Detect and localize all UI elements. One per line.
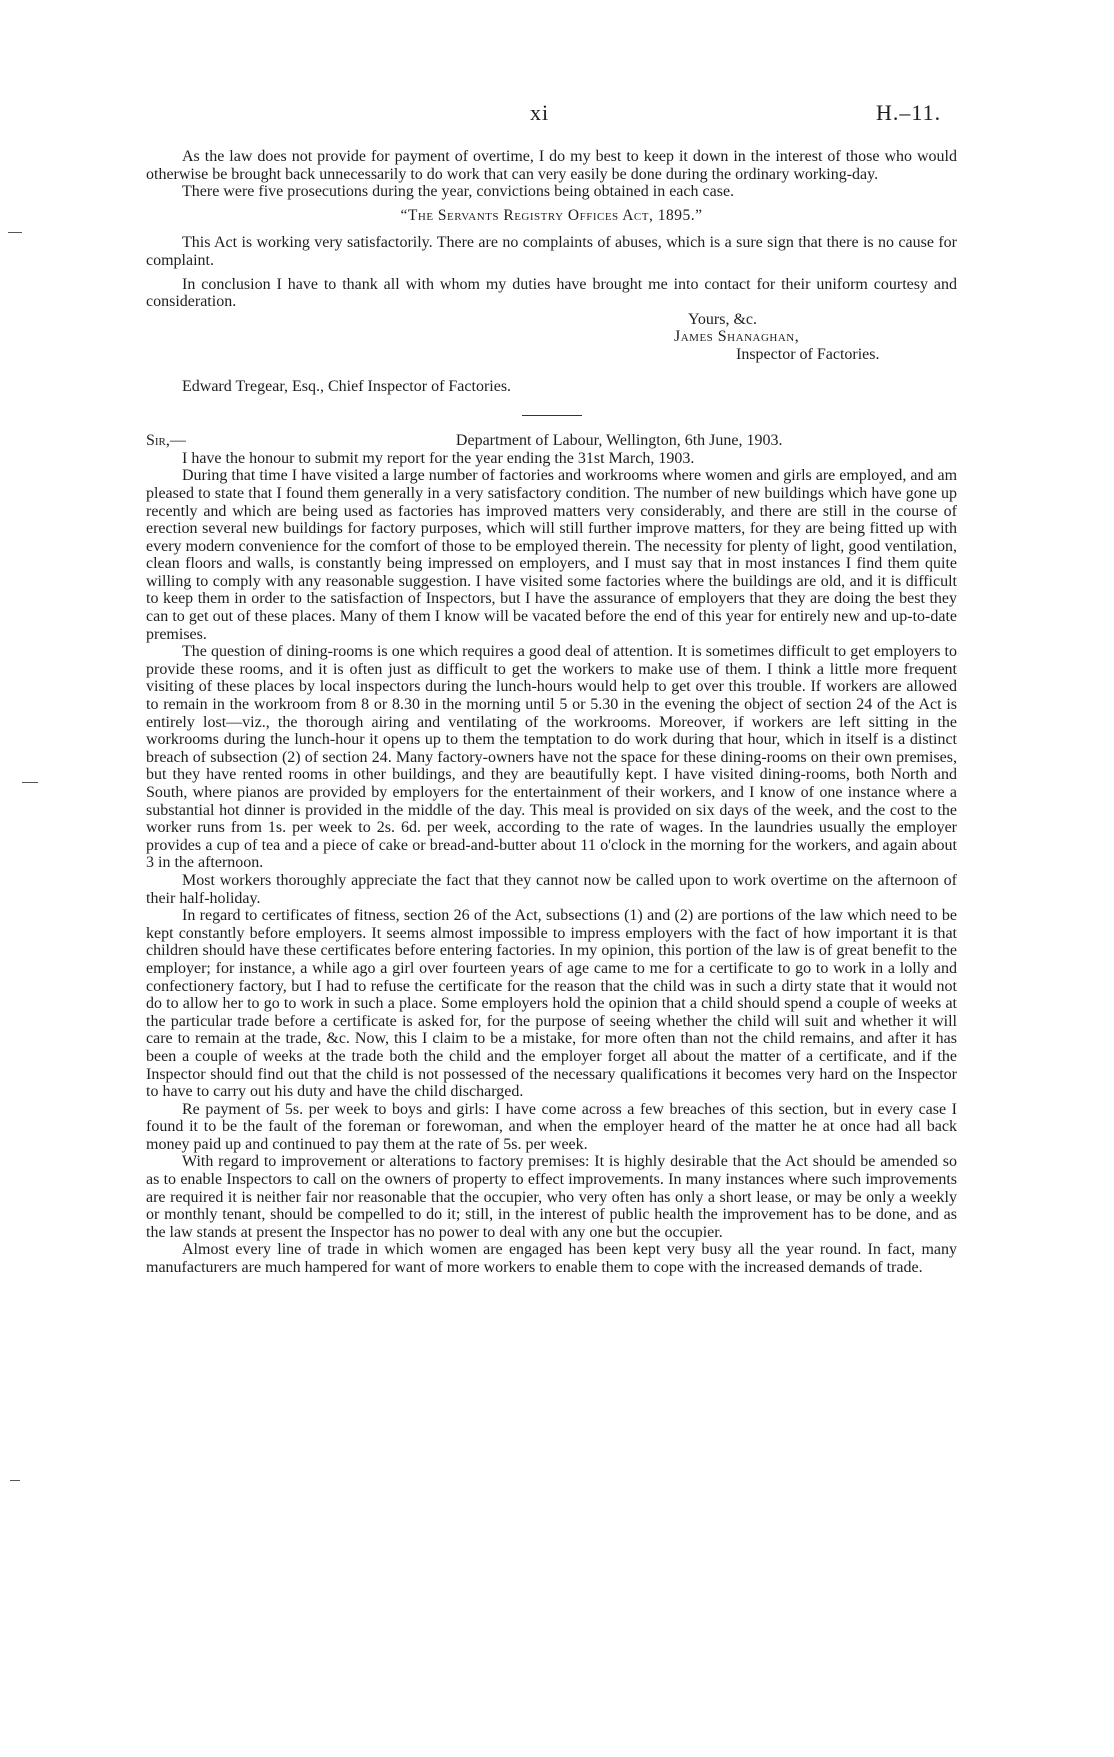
- act-heading-text: “The Servants Registry Offices Act, 1895.”: [400, 206, 703, 224]
- act-heading: [146, 207, 957, 225]
- section-divider: [522, 415, 582, 416]
- signature-title: Inspector of Factories.: [736, 345, 880, 363]
- paragraph: Most workers thoroughly appreciate the fact that they cannot now be called upon to work overtime on the afternoon of their half-holiday.: [146, 871, 957, 907]
- paragraph-act-working: This Act is working very satisfactorily. There are no complaints of abuses, which is a sure sign that there is no cause for complaint.: [146, 234, 957, 269]
- paragraph-conclusion: In conclusion I have to thank all with whom my duties have brought me into contact for their uniform courtesy and consideration.: [146, 275, 957, 311]
- paragraph: Re payment of 5s. per week to boys and girls: I have come across a few breaches of this section, but in every case I found it to be the fault of the foreman or forewoman, and when the employer heard of the matter he at once had all back money paid up and continued to pay them at the rate of 5s. per week.: [146, 1100, 957, 1153]
- dateline: Department of Labour, Wellington, 6th June, 1903.: [455, 432, 783, 450]
- margin-mark: [22, 782, 38, 783]
- paragraph: With regard to improvement or alterations to factory premises: It is highly desirable that the Act should be amended so as to enable Inspectors to call on the owners of property to effect improvements. In many instances where such improvements are required it is neither fair nor reasonable that the occupier, who very often has only a short lease, or may be only a weekly or monthly tenant, should be compelled to do it; still, in the interest of public health the improvement has to be done, and as the law stands at present the Inspector has no power to deal with any one but the occupier.: [146, 1153, 957, 1241]
- paragraph: The question of dining-rooms is one which requires a good deal of attention. It is sometimes difficult to get employers to provide these rooms, and it is often just as difficult to get the workers to make use of them. I think a little more frequent visiting of these places by local inspectors during the lunch-hours would help to get over this trouble. If workers are allowed to remain in the workroom from 8 or 8.30 in the morning until 5 or 5.30 in the evening the object of section 24 of the Act is entirely lost—viz., the thorough airing and ventilating of the workrooms. Moreover, if workers are left sitting in the workrooms during the lunch-hour it opens up to them the temptation to do work during that hour, which in itself is a distinct breach of subsection (2) of section 24. Many factory-owners have not the space for these dining-rooms on their own premises, but they have rented rooms in other buildings, and they are beautifully kept. I have visited dining-rooms, both North and South, where pianos are provided by employers for the entertainment of their workers, and I know of one instance where a substantial hot dinner is provided in the middle of the day. This meal is provided on six days of the week, and the cost to the worker runs from 1s. per week to 2s. 6d. per week, according to the rate of wages. In the laundries usually the employer provides a cup of tea and a piece of cake or bread-and-butter about 11 o'clock in the morning for the workers, and again about 3 in the afternoon.: [146, 643, 957, 872]
- document-code: H.–11.: [876, 100, 942, 125]
- paragraph-prosecutions: There were five prosecutions during the year, convictions being obtained in each case.: [182, 183, 735, 201]
- page-number: xi: [530, 100, 550, 125]
- salutation-line: [146, 432, 957, 450]
- salutation: Sir,—: [146, 432, 186, 450]
- paragraph-overtime: As the law does not provide for payment of overtime, I do my best to keep it down in the interest of those who would otherwise be brought back unnecessarily to do work that can very easily be done during the ordinary working-day.: [146, 148, 957, 183]
- yours-closing: Yours, &c.: [687, 310, 757, 328]
- closing-line: [146, 311, 957, 329]
- signature-name: James Shanaghan,: [674, 328, 800, 346]
- addressee: Edward Tregear, Esq., Chief Inspector of Factories.: [182, 377, 512, 395]
- paragraph: In regard to certificates of fitness, section 26 of the Act, subsections (1) and (2) are portions of the law which need to be kept constantly before employers. It seems almost impossible to impress employers with the fact of how important it is that children should have these certificates before entering factories. In my opinion, this portion of the law is of great benefit to the employer; for instance, a while ago a girl over fourteen years of age came to me for a certificate to go to work in a lolly and confectionery factory, but I had to refuse the certificate for the reason that the child was in such a dirty state that it would not do to allow her to go to work in such a place. Some employers hold the opinion that a child should spend a couple of weeks at the particular trade before a certificate is asked for, for the purpose of seeing whether the child will suit and whether it will care to remain at the trade, &c. Now, this I claim to be a mistake, for more often than not the child remains, and after it has been a couple of weeks at the trade both the child and the employer forget all about the matter of a certificate, and if the Inspector should find out that the child is not possessed of the necessary qualifications it becomes very hard on the Inspector to have to carry out his duty and have the child discharged.: [146, 907, 957, 1101]
- margin-mark: [10, 1480, 20, 1481]
- margin-mark: [8, 232, 22, 233]
- paragraph: Almost every line of trade in which women are engaged has been kept very busy all the year round. In fact, many manufacturers are much hampered for want of more workers to enable them to cope with the increased demands of trade.: [146, 1241, 957, 1277]
- document-body: [146, 148, 957, 1277]
- paragraph: During that time I have visited a large number of factories and workrooms where women and girls are employed, and am pleased to state that I found them generally in a very satisfactory condition. The number of new buildings which have gone up recently and which are being used as factories has improved matters very considerably, and there are still in the course of erection several new buildings for factory purposes, which will still further improve matters, for they are being fitted up with every modern convenience for the comfort of those to be employed therein. The necessity for plenty of light, good ventilation, clean floors and walls, is constantly being impressed on employers, and I must say that in most instances I find them quite willing to comply with any reasonable suggestion. I have visited some factories where the buildings are old, and it is difficult to keep them in order to the satisfaction of Inspectors, but I have the assurance of employers that they are doing the best they can to get out of these places. Many of them I know will be vacated before the end of this year for entirely new and up-to-date premises.: [146, 467, 958, 643]
- paragraph: I have the honour to submit my report for the year ending the 31st March, 1903.: [182, 449, 695, 467]
